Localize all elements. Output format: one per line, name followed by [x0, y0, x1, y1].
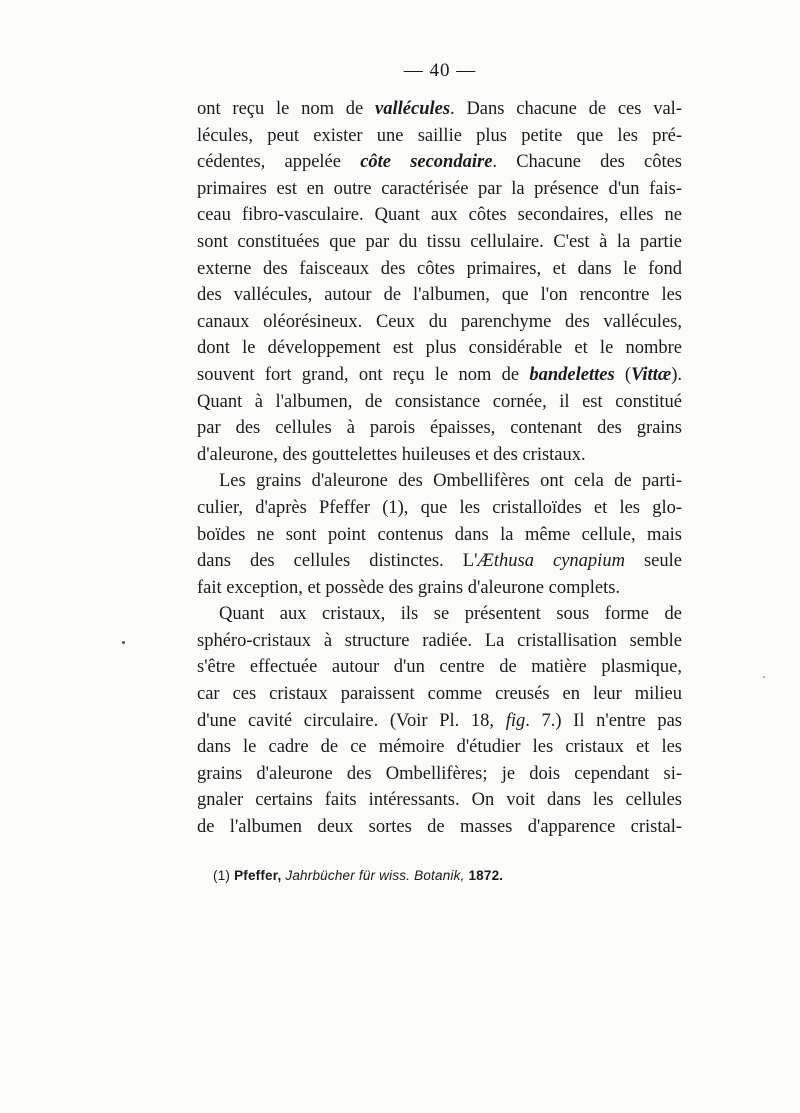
text-line: [197, 335, 682, 362]
text-run: grains d'aleurone des Ombellifères; je dois cependant si-: [197, 763, 682, 784]
text-run: ont reçu le nom de: [197, 99, 376, 119]
italic-term: fig: [505, 710, 526, 731]
text-run: par des cellules à parois épaisses, contenant des grains: [197, 418, 682, 439]
text-run: sont constituées que par du tissu cellulaire. C'est à la partie: [197, 231, 682, 252]
text-line: [197, 123, 682, 150]
text-line: [197, 149, 682, 176]
text-run: Les grains d'aleurone des Ombellifères ont cela de parti-: [219, 471, 682, 492]
text-line: [197, 761, 682, 788]
text-line: [197, 654, 682, 681]
footnote-year: 1872.: [468, 868, 504, 883]
body-text: [197, 96, 682, 841]
text-run: (: [614, 364, 632, 385]
text-run: lécules, peut exister une saillie plus petite que les pré-: [197, 125, 682, 146]
footnote-author: Pfeffer,: [234, 868, 282, 883]
paper-speck: [763, 676, 765, 678]
text-line: [197, 256, 682, 283]
text-run: d'une cavité circulaire. (Voir Pl. 18,: [197, 710, 506, 731]
text-line: [197, 309, 682, 336]
text-line: [197, 814, 682, 841]
text-line: [197, 495, 682, 522]
footnote-marker: (1): [213, 868, 231, 883]
text-run: dont le développement est plus considérable et le nombre: [197, 338, 682, 359]
emphasis-term: vallécules: [375, 99, 451, 119]
text-run: s'être effectuée autour d'un centre de matière plasmique,: [197, 657, 682, 678]
text-line: [197, 176, 682, 203]
text-run: cédentes, appelée: [197, 152, 361, 173]
text-run: d'aleurone, des gouttelettes huileuses et des cristaux.: [197, 444, 586, 465]
text-run: canaux oléorésineux. Ceux du parenchyme des vallécules,: [197, 311, 682, 332]
emphasis-term: Vittæ: [631, 364, 672, 385]
text-line: [197, 734, 682, 761]
text-run: ceau fibro-vasculaire. Quant aux côtes secondaires, elles ne: [197, 205, 682, 226]
text-line: [197, 575, 682, 602]
text-line: [197, 628, 682, 655]
text-run: primaires est en outre caractérisée par la présence d'un fais-: [197, 178, 682, 199]
text-line: [197, 229, 682, 256]
text-run: seule: [624, 551, 682, 572]
text-run: . 7.) Il n'entre pas: [525, 710, 682, 731]
text-line: [197, 548, 682, 575]
text-line: [197, 362, 682, 389]
text-run: ).: [671, 364, 682, 385]
text-line: [197, 681, 682, 708]
text-run: dans le cadre de ce mémoire d'étudier les cristaux et les: [197, 737, 682, 758]
text-line: [197, 601, 682, 628]
text-run: externe des faisceaux des côtes primaires, et dans le fond: [197, 258, 682, 279]
text-run: boïdes ne sont point contenus dans la même cellule, mais: [197, 524, 682, 545]
text-run: de l'albumen deux sortes de masses d'apparence cristal-: [197, 817, 682, 838]
footnote: [213, 868, 503, 883]
text-run: dans des cellules distinctes. L': [197, 551, 478, 572]
text-run: fait exception, et possède des grains d'aleurone complets.: [197, 577, 621, 598]
text-line: [197, 442, 682, 469]
text-run: souvent fort grand, ont reçu le nom de: [197, 364, 530, 385]
text-line: [197, 787, 682, 814]
text-run: Quant aux cristaux, ils se présentent sous forme de: [219, 604, 682, 625]
text-run: des vallécules, autour de l'albumen, que l'on rencontre les: [197, 285, 682, 306]
italic-term: Æthusa cynapium: [477, 551, 625, 572]
text-run: gnaler certains faits intéressants. On voit dans les cellules: [197, 790, 682, 811]
text-line: [197, 282, 682, 309]
text-line: [197, 389, 682, 416]
emphasis-term: côte secondaire: [360, 152, 493, 173]
text-run: Quant à l'albumen, de consistance cornée, il est constitué: [197, 391, 682, 412]
text-line: [197, 202, 682, 229]
text-run: sphéro-cristaux à structure radiée. La cristallisation semble: [197, 630, 682, 651]
text-line: [197, 708, 682, 735]
footnote-journal: Jahrbücher für wiss. Botanik,: [285, 868, 465, 883]
paper-speck: [122, 641, 125, 644]
text-run: car ces cristaux paraissent comme creusés en leur milieu: [197, 684, 682, 705]
text-run: . Dans chacune de ces val-: [450, 99, 682, 119]
emphasis-term: bandelettes: [529, 364, 615, 385]
text-line: [197, 96, 682, 123]
page-number: — 40 —: [403, 60, 477, 81]
text-line: [197, 468, 682, 495]
text-line: [197, 522, 682, 549]
text-line: [197, 415, 682, 442]
text-run: . Chacune des côtes: [492, 152, 682, 173]
text-run: culier, d'après Pfeffer (1), que les cristalloïdes et les glo-: [197, 497, 682, 518]
